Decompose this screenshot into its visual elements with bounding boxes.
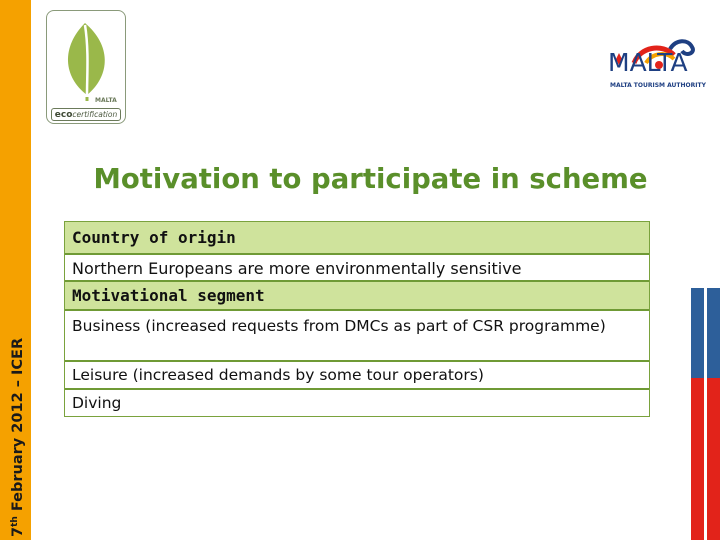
- leaf-icon: [57, 17, 117, 101]
- eco-word: eco: [54, 110, 73, 120]
- table-row: Leisure (increased demands by some tour operators): [65, 360, 649, 388]
- date-rest: February 2012 – ICER: [10, 337, 26, 517]
- eco-logo-malta-text: MALTA: [95, 97, 117, 104]
- footer-date-label: [2, 338, 31, 537]
- eco-certification-band: [51, 108, 121, 121]
- table-row: Diving: [65, 388, 649, 416]
- table-header-row: Country of origin: [65, 222, 649, 253]
- malta-logo-wordmark: MALTA: [608, 48, 688, 77]
- slide-title: Motivation to participate in scheme: [93, 163, 648, 195]
- date-suffix: th: [10, 516, 20, 527]
- table-row: Business (increased requests from DMCs as part of CSR programme): [65, 309, 649, 360]
- eco-certification-logo: [46, 10, 126, 124]
- right-flag-white-line: [704, 288, 707, 540]
- certification-word: certification: [72, 110, 118, 119]
- date-day: 7: [10, 526, 26, 537]
- table-row: Northern Europeans are more environmentally sensitive: [65, 253, 649, 280]
- malta-logo-subtitle: MALTA TOURISM AUTHORITY: [610, 82, 706, 89]
- table-header-row: Motivational segment: [65, 280, 649, 309]
- motivation-table: [64, 221, 650, 417]
